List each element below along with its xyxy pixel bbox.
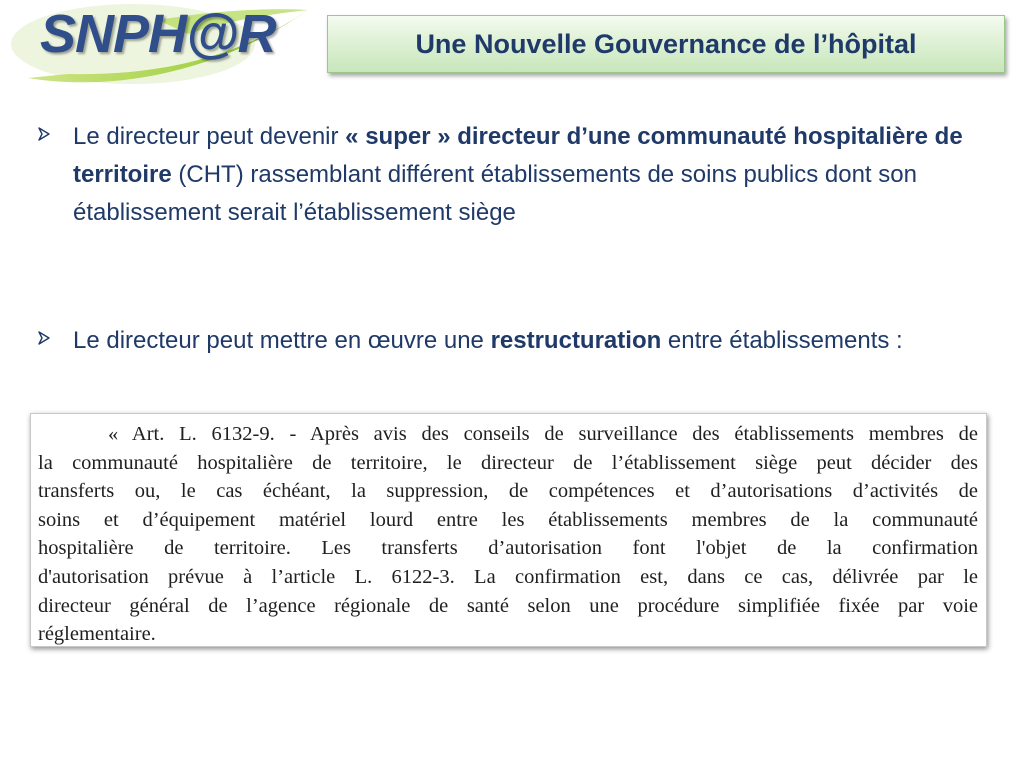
bullet-text-bold: « super » directeur d’une communauté hospitalière de territoire [73, 123, 963, 188]
logo-text: SNPH@R [40, 4, 276, 64]
excerpt-line: réglementaire. [38, 623, 156, 646]
bullet-text-part: (CHT) rassemblant différent établissements de soins publics dont son établissement serait l’établissement siège [73, 161, 917, 226]
slide-title: Une Nouvelle Gouvernance de l’hôpital [415, 28, 917, 59]
excerpt-line: la communauté hospitalière de territoire, le directeur de l’établissement siège peut décider des [38, 451, 978, 474]
bullet-text [73, 322, 983, 360]
arrow-bullet-icon [36, 126, 52, 142]
law-excerpt [30, 413, 987, 647]
excerpt-line: « Art. L. 6132-9. - Après avis des conseils de surveillance des établissements membres de [108, 423, 978, 445]
bullet-text-part: Le directeur peut devenir [73, 123, 346, 150]
excerpt-line: d'autorisation prévue à l’article L. 6122-3. La confirmation est, dans ce cas, délivrée par le [38, 565, 978, 588]
snphar-logo [8, 0, 320, 92]
bullet-text-bold: restructuration [490, 327, 662, 354]
arrow-bullet-icon [36, 330, 52, 346]
excerpt-line: hospitalière de territoire. Les transferts d’autorisation font l'objet de la confirmation [38, 537, 978, 560]
slide-title-box [327, 15, 1005, 73]
excerpt-line: soins et d’équipement matériel lourd entre les établissements membres de la communauté [38, 508, 978, 531]
bullet-text-part: entre établissements : [661, 327, 903, 354]
excerpt-line: transferts ou, le cas échéant, la suppression, de compétences et d’autorisations d’activités de [38, 480, 978, 503]
bullet-text [73, 118, 983, 232]
excerpt-line: directeur général de l’agence régionale de santé selon une procédure simplifiée fixée par voie [38, 594, 978, 617]
bullet-text-part: Le directeur peut mettre en œuvre une [73, 327, 491, 354]
